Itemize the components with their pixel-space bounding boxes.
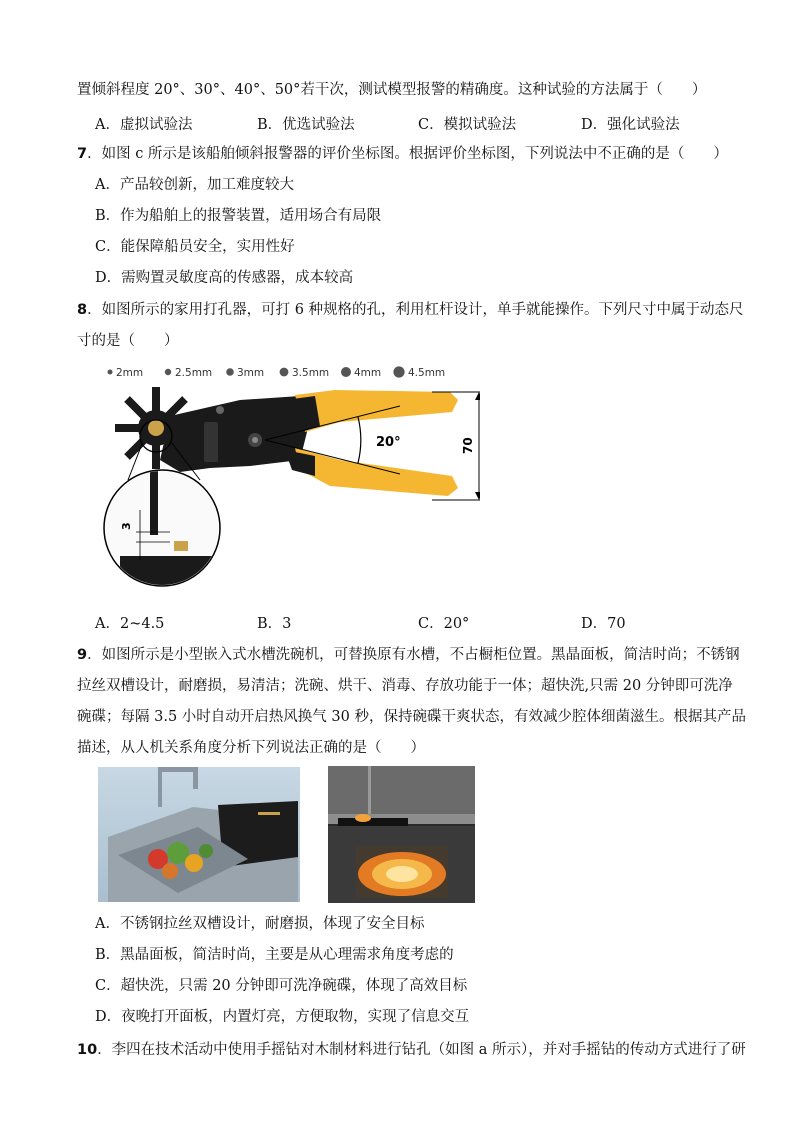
q8-number: 8 — [77, 302, 88, 318]
size-label-3-5mm: 3.5mm — [292, 367, 330, 379]
q7-option-b[interactable]: B．作为船舶上的报警装置，适用场合有局限 — [95, 208, 382, 224]
length-dimension-label: 70 — [461, 437, 475, 454]
q8-option-a[interactable]: A．2~4.5 — [95, 616, 165, 632]
size-dot-3mm — [226, 368, 234, 376]
size-label-4mm: 4mm — [354, 367, 382, 379]
q9-option-d[interactable]: D．夜晚打开面板，内置灯亮，方便取物，实现了信息交互 — [95, 1009, 470, 1025]
q8-stem-line2: 寸的是（ ） — [77, 333, 179, 349]
q8-option-d[interactable]: D．70 — [581, 616, 626, 632]
punch-label-plate — [204, 422, 218, 462]
q8-option-b[interactable]: B．3 — [257, 616, 292, 632]
q6-option-b[interactable]: B．优选试验法 — [257, 117, 355, 133]
size-dot-3-5mm — [280, 368, 289, 377]
dim-arrow-top — [475, 392, 480, 400]
q7-number: 7 — [77, 146, 88, 162]
q6-option-a[interactable]: A．虚拟试验法 — [95, 117, 193, 133]
dim-arrow-bottom — [475, 492, 480, 500]
q9-option-a[interactable]: A．不锈钢拉丝双槽设计，耐磨损，体现了安全目标 — [95, 916, 425, 932]
angle-arc — [358, 417, 361, 463]
q7-stem-text: ．如图 c 所示是该船舶倾斜报警器的评价坐标图。根据评价坐标图，下列说法中不正确的是（ ） — [87, 146, 728, 162]
size-dot-4-5mm — [393, 366, 404, 377]
q8-option-c[interactable]: C．20° — [418, 616, 470, 632]
q8-stem-line1 — [77, 300, 744, 320]
lower-handle — [295, 448, 458, 496]
size-label-2mm: 2mm — [116, 367, 144, 379]
q6-stem-continuation: 置倾斜程度 20°、30°、40°、50°若干次，测试模型报警的精确度。这种试验的方法属于（ ） — [77, 82, 707, 98]
size-dot-2mm — [108, 370, 113, 375]
size-dot-2-5mm — [165, 369, 171, 375]
hole-punch-figure — [100, 360, 480, 600]
q7-option-c[interactable]: C．能保障船员安全，实用性好 — [95, 239, 295, 255]
q9-number: 9 — [77, 647, 88, 663]
anvil-brass-insert — [174, 541, 188, 551]
rivet-top — [216, 406, 224, 414]
size-label-4-5mm: 4.5mm — [408, 367, 446, 379]
size-label-2-5mm: 2.5mm — [175, 367, 213, 379]
q8-stem-text1: ．如图所示的家用打孔器，可打 6 种规格的孔，利用杠杆设计，单手就能操作。下列尺寸中属于动态尺 — [87, 302, 744, 318]
q9-stem-line3: 碗碟；每隔 3.5 小时自动开启热风换气 30 秒，保持碗碟干爽状态，有效减少腔体细菌滋生。根据其产品 — [77, 709, 746, 725]
q9-option-b[interactable]: B．黑晶面板，简洁时尚，主要是从心理需求角度考虑的 — [95, 947, 454, 963]
q6-option-d[interactable]: D．强化试验法 — [581, 117, 680, 133]
gap-dimension-label: 3 — [120, 522, 133, 530]
q6-option-c[interactable]: C．模拟试验法 — [418, 117, 517, 133]
q9-option-c[interactable]: C．超快洗，只需 20 分钟即可洗净碗碟，体现了高效目标 — [95, 978, 468, 994]
angle-dimension-label: 20° — [376, 435, 401, 450]
pivot-center — [252, 437, 258, 443]
q7-stem — [77, 144, 728, 164]
q7-option-d[interactable]: D．需购置灵敏度高的传感器，成本较高 — [95, 270, 354, 286]
size-legend — [108, 366, 446, 379]
q9-stem-line2: 拉丝双槽设计，耐磨损，易清洁；洗碗、烘干、消毒、存放功能于一体；超快洗,只需 20 分钟即可洗净 — [77, 678, 733, 694]
size-dot-4mm — [341, 367, 351, 377]
q10-stem-text: ．李四在技术活动中使用手摇钻对木制材料进行钻孔（如图 a 所示），并对手摇钻的传动方式进行了研 — [97, 1042, 746, 1058]
q10-stem — [77, 1040, 746, 1060]
anvil-block — [120, 556, 220, 600]
q10-number: 10 — [77, 1042, 98, 1058]
q9-stem-text1: ．如图所示是小型嵌入式水槽洗碗机，可替换原有水槽，不占橱柜位置。黑晶面板，简洁时尚；不锈钢 — [87, 647, 740, 663]
kitchen-cavity-photo — [328, 766, 475, 903]
sink-dishwasher-photo — [98, 767, 300, 902]
size-label-3mm: 3mm — [237, 367, 265, 379]
q9-stem-line1 — [77, 645, 740, 665]
q7-option-a[interactable]: A．产品较创新，加工难度较大 — [95, 177, 294, 193]
q9-stem-line4: 描述，从人机关系角度分析下列说法正确的是（ ） — [77, 740, 425, 756]
punch-pin — [150, 465, 158, 535]
